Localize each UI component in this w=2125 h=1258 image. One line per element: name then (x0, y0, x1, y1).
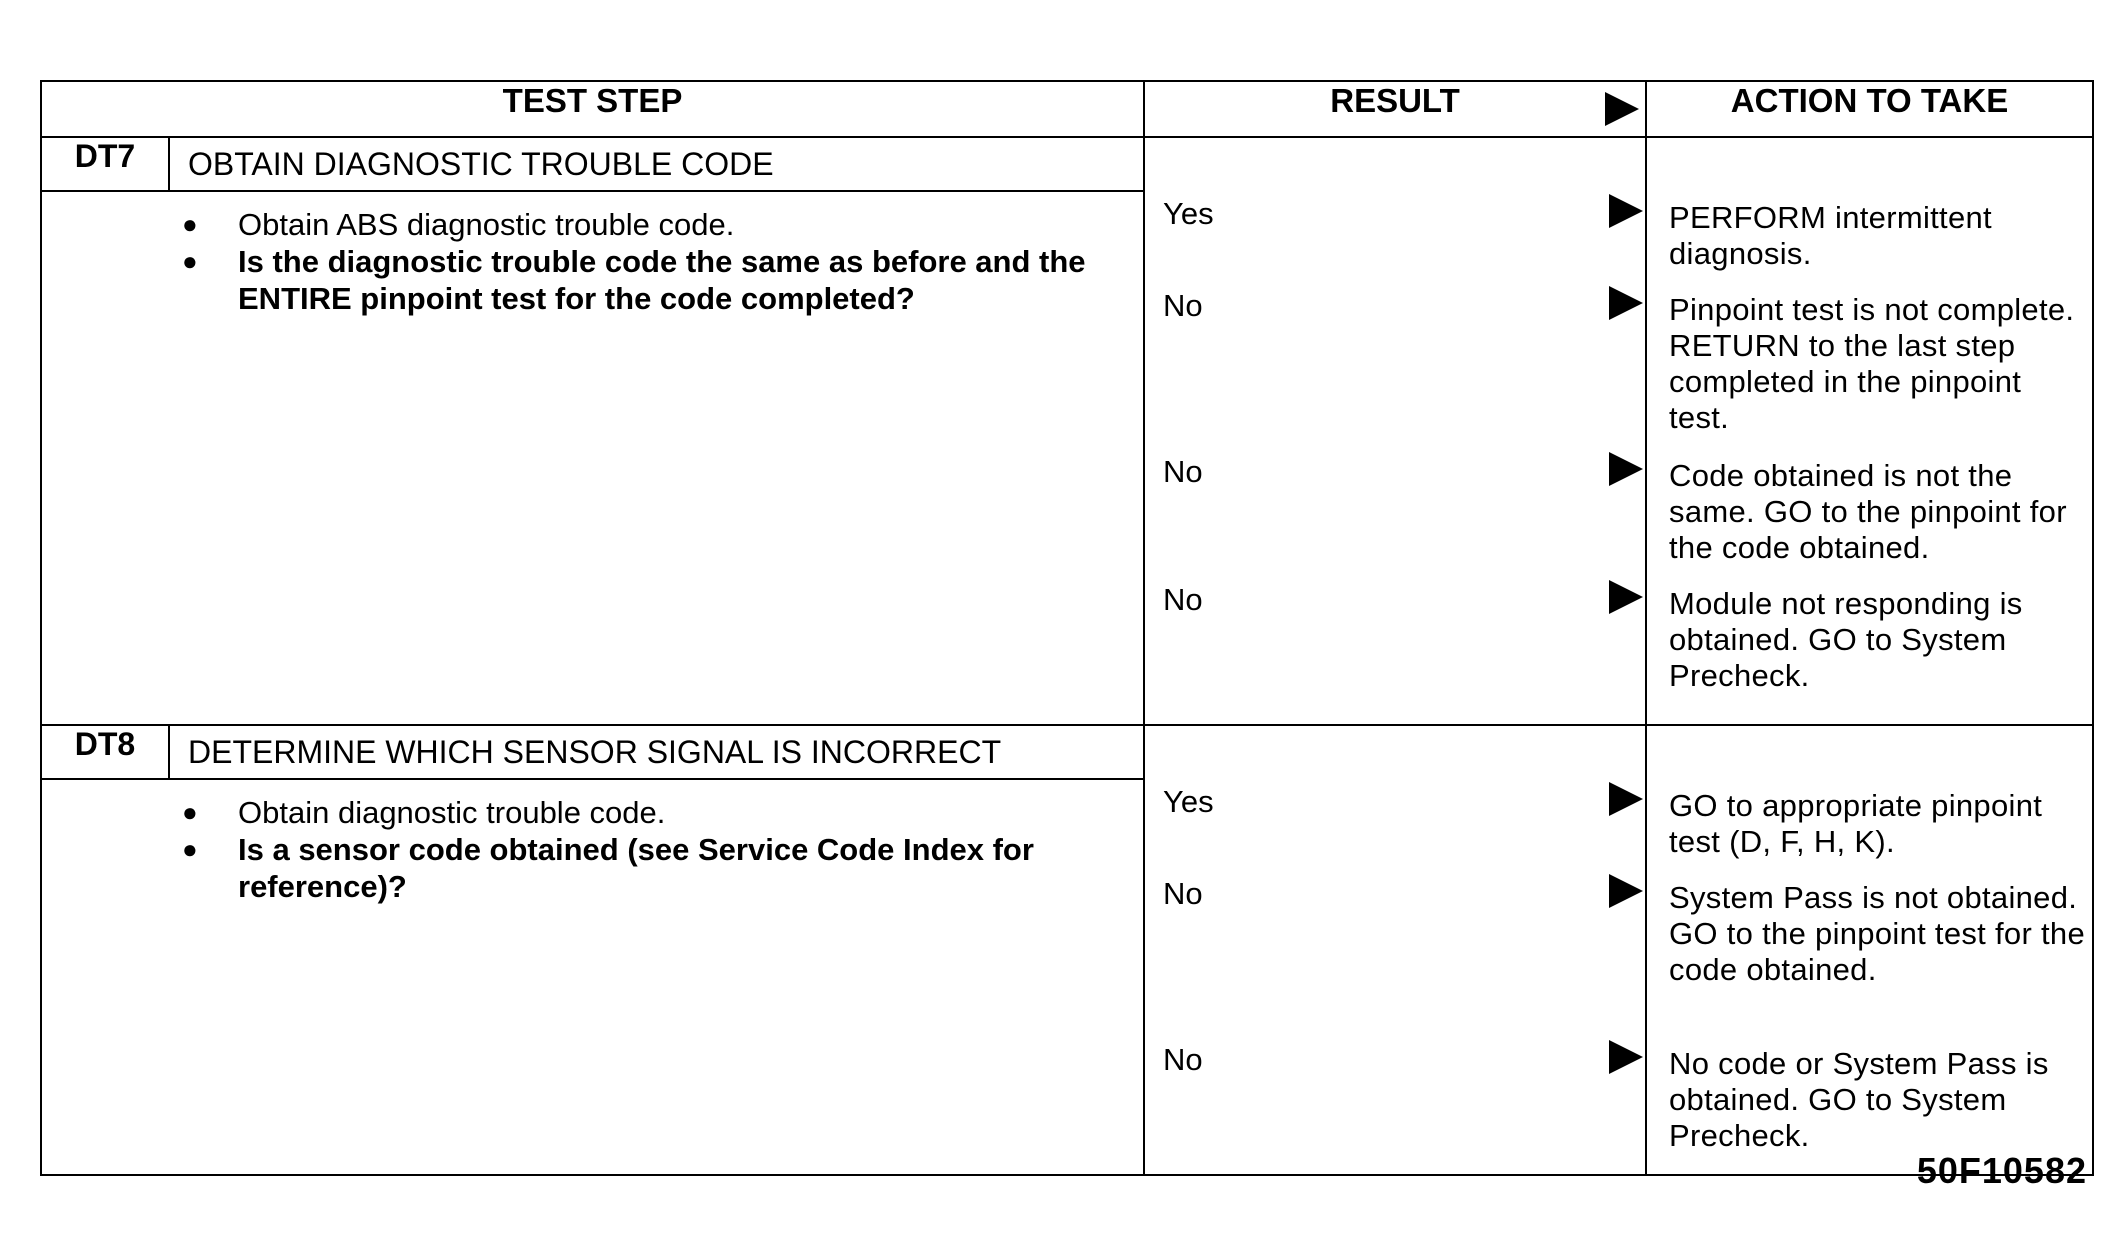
action-text: Module not responding is obtained. GO to System Precheck. (1669, 586, 2023, 693)
result-value: No (1163, 288, 1203, 323)
arrow-right-icon (1609, 452, 1643, 486)
instruction-question: ● Is a sensor code obtained (see Service Code Index for reference)? (182, 831, 1123, 905)
instruction-question: ● Is the diagnostic trouble code the same as before and the ENTIRE pinpoint test for the code completed? (182, 243, 1123, 317)
actions-cell (1646, 725, 2093, 1175)
step-id: DT8 (41, 725, 169, 779)
arrow-right-icon (1609, 782, 1643, 816)
header-action: ACTION TO TAKE (1646, 81, 2093, 137)
results-cell (1144, 725, 1646, 1175)
header-result-label: RESULT (1330, 82, 1460, 119)
arrow-right-icon (1609, 874, 1643, 908)
result-value: Yes (1163, 196, 1214, 231)
step-title-row (41, 725, 2093, 779)
diagnostic-table (40, 80, 2094, 1176)
instruction-item: ● Obtain ABS diagnostic trouble code. (182, 206, 1123, 243)
step-title-row (41, 137, 2093, 191)
action-text: Pinpoint test is not complete. RETURN to the last step completed in the pinpoint test. (1669, 292, 2075, 435)
step-instructions (41, 191, 1144, 725)
action-text: System Pass is not obtained. GO to the pinpoint test for the code obtained. (1669, 880, 2085, 987)
arrow-right-icon (1609, 194, 1643, 228)
instruction-list (182, 794, 1123, 905)
step-id: DT7 (41, 137, 169, 191)
header-row (41, 81, 2093, 137)
action-text: No code or System Pass is obtained. GO to System Precheck. (1669, 1046, 2049, 1153)
result-value: No (1163, 1042, 1203, 1077)
header-result (1144, 81, 1646, 137)
step-title: DETERMINE WHICH SENSOR SIGNAL IS INCORRECT (169, 725, 1144, 779)
arrow-right-icon (1609, 286, 1643, 320)
result-value: Yes (1163, 784, 1214, 819)
instruction-item: ● Obtain diagnostic trouble code. (182, 794, 1123, 831)
action-text: PERFORM intermittent diagnosis. (1669, 200, 1992, 271)
step-instructions (41, 779, 1144, 1175)
step-title: OBTAIN DIAGNOSTIC TROUBLE CODE (169, 137, 1144, 191)
diagnostic-table-sheet (40, 80, 2092, 1176)
instruction-list (182, 206, 1123, 317)
action-text: Code obtained is not the same. GO to the pinpoint for the code obtained. (1669, 458, 2067, 565)
actions-cell (1646, 137, 2093, 725)
action-text: GO to appropriate pinpoint test (D, F, H, K). (1669, 788, 2043, 859)
result-value: No (1163, 454, 1203, 489)
result-value: No (1163, 582, 1203, 617)
header-test-step: TEST STEP (41, 81, 1144, 137)
results-cell (1144, 137, 1646, 725)
result-value: No (1163, 876, 1203, 911)
arrow-right-icon (1605, 92, 1639, 126)
figure-code: 50F10582 (1916, 1150, 2087, 1191)
arrow-right-icon (1609, 1040, 1643, 1074)
arrow-right-icon (1609, 580, 1643, 614)
